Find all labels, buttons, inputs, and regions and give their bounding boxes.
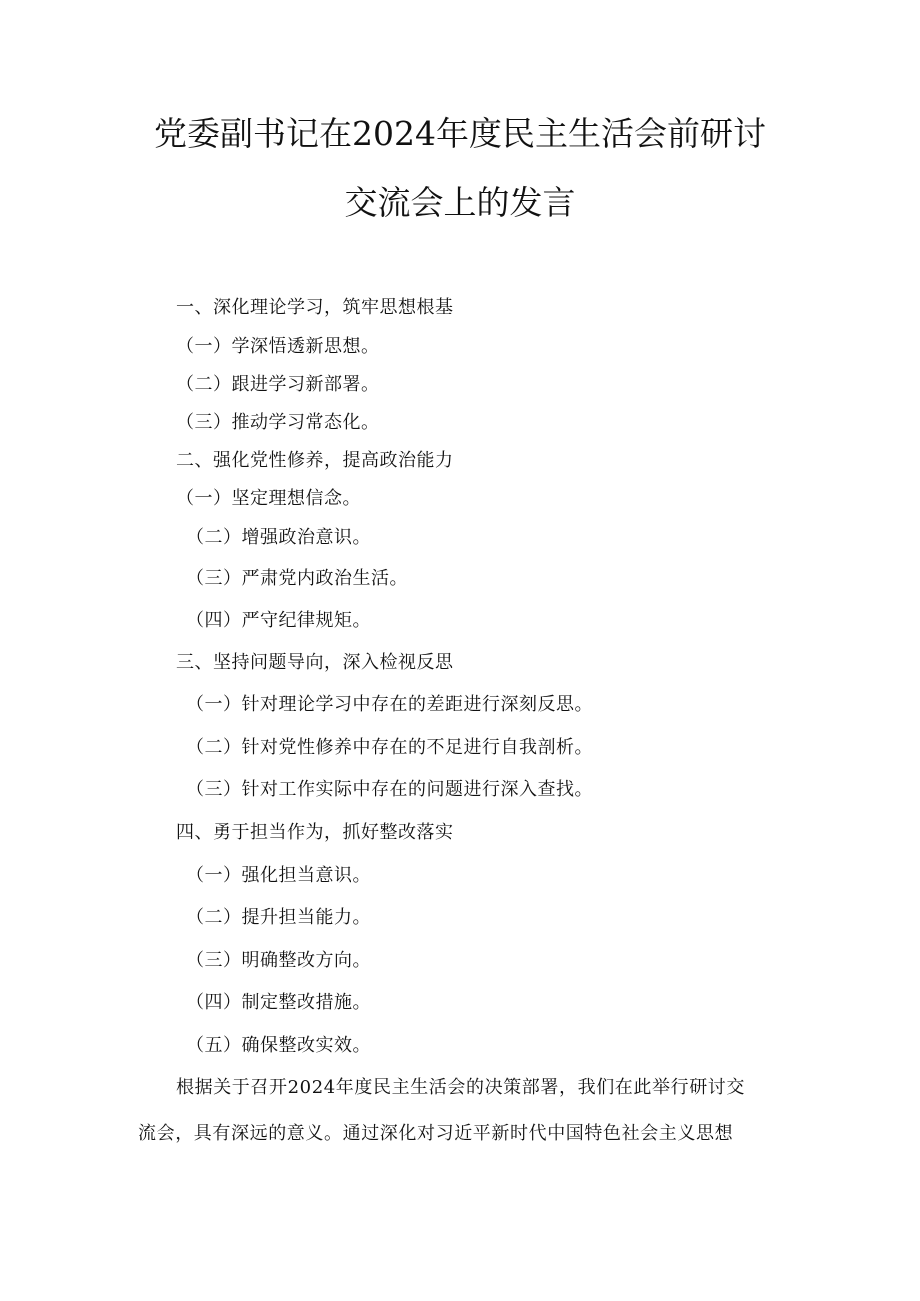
outline-item: （一）学深悟透新思想。 xyxy=(176,336,380,357)
outline-item: （二）跟进学习新部署。 xyxy=(176,374,380,395)
outline-item: （三）严肃党内政治生活。 xyxy=(186,568,408,589)
outline-item: （三）推动学习常态化。 xyxy=(176,412,380,433)
body-paragraph-line-1: 根据关于召开2024年度民主生活会的决策部署，我们在此举行研讨交 xyxy=(176,1077,746,1098)
outline-heading: 一、深化理论学习，筑牢思想根基 xyxy=(176,297,454,318)
outline-item: （一）坚定理想信念。 xyxy=(176,488,361,509)
outline-heading: 四、勇于担当作为，抓好整改落实 xyxy=(176,822,454,843)
outline-item: （三）明确整改方向。 xyxy=(186,950,371,971)
outline-item: （五）确保整改实效。 xyxy=(186,1035,371,1056)
document-title-line-1: 党委副书记在2024年度民主生活会前研讨 xyxy=(154,114,766,153)
outline-item: （二）增强政治意识。 xyxy=(186,527,371,548)
outline-item: （一）强化担当意识。 xyxy=(186,865,371,886)
outline-item: （三）针对工作实际中存在的问题进行深入查找。 xyxy=(186,779,593,800)
outline-item: （一）针对理论学习中存在的差距进行深刻反思。 xyxy=(186,694,593,715)
document-title-line-2: 交流会上的发言 xyxy=(344,183,576,222)
body-paragraph-line-2: 流会，具有深远的意义。通过深化对习近平新时代中国特色社会主义思想 xyxy=(138,1123,734,1144)
outline-item: （二）提升担当能力。 xyxy=(186,907,371,928)
outline-heading: 二、强化党性修养，提高政治能力 xyxy=(176,450,454,471)
outline-item: （四）制定整改措施。 xyxy=(186,992,371,1013)
outline-item: （二）针对党性修养中存在的不足进行自我剖析。 xyxy=(186,737,593,758)
outline-heading: 三、坚持问题导向，深入检视反思 xyxy=(176,652,454,673)
outline-item: （四）严守纪律规矩。 xyxy=(186,610,371,631)
